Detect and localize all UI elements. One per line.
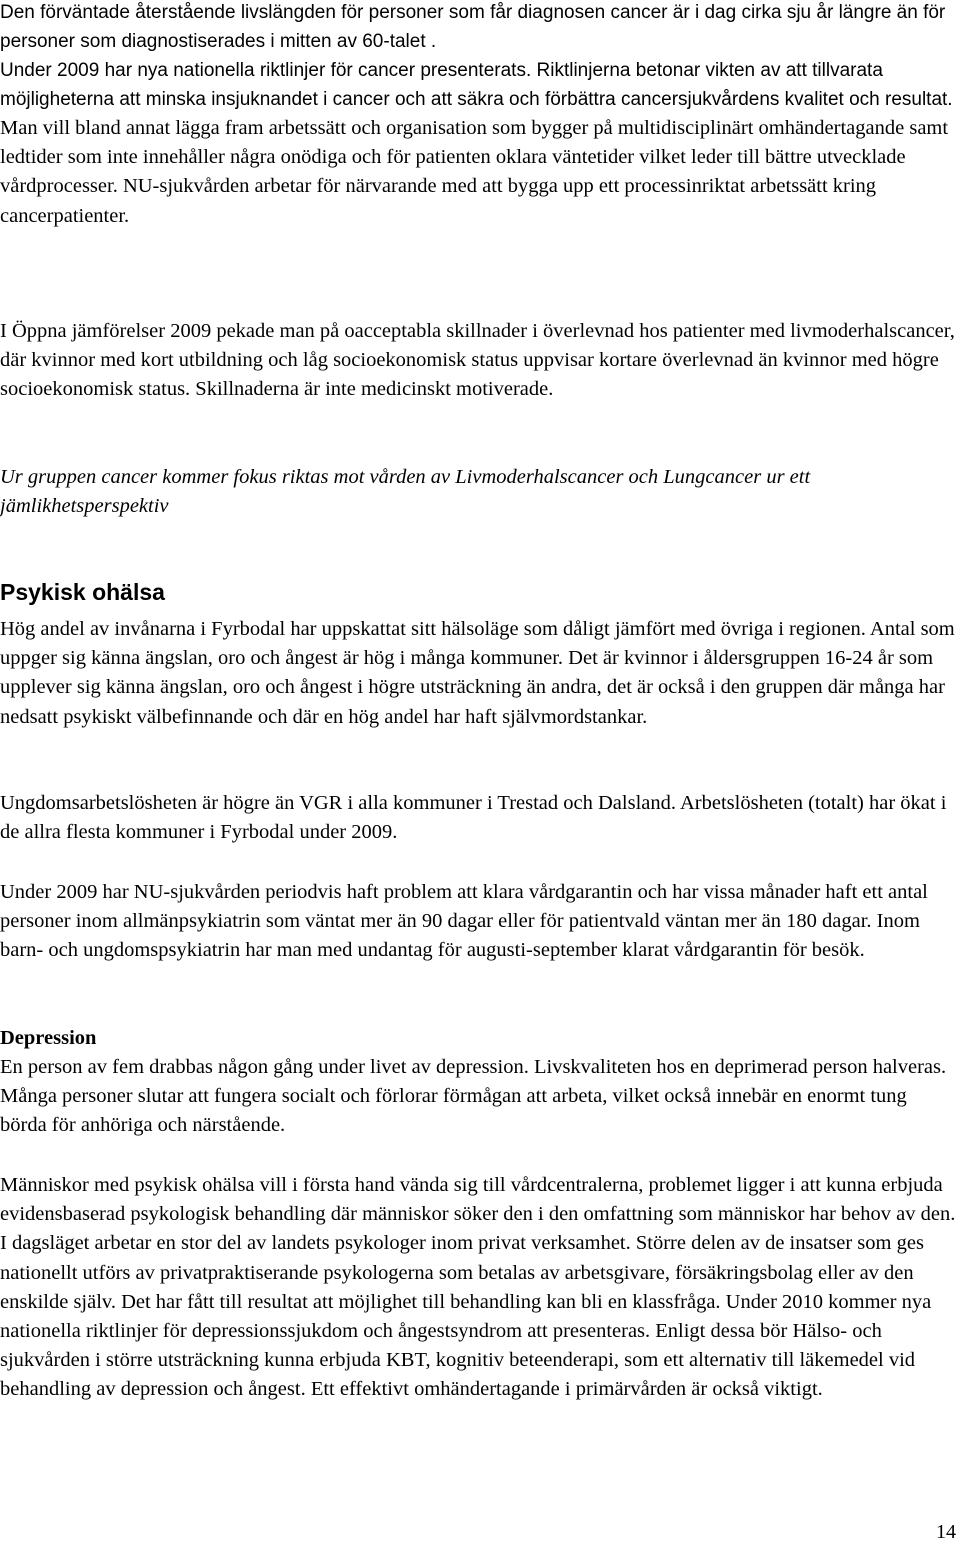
heading-psykisk-ohalsa: Psykisk ohälsa <box>0 579 165 605</box>
paragraph-primary-care: Människor med psykisk ohälsa vill i första hand vända sig till vårdcentralerna, problemet ligger i att kunna erbjuda evidensbaserad psykologisk behandling där människor söker den i den omfattning som människor har behov av den. I dagsläget arbetar en stor del av landets psykologer inom privat verksamhet. Större delen av de insatser som ges nationellt utförs av privatpraktiserande psykologerna som betalas av arbetsgivare, försäkringsbolag eller av den enskilde själv. Det har fått till resultat att möjlighet till behandling kan bli en klassfråga. Under 2010 kommer nya nationella riktlinjer för depressionssjukdom och ångestsyndrom att presenteras. Enligt dessa bör Hälso- och sjukvården i större utsträckning kunna erbjuda KBT, kognitiv beteenderapi, som ett alternativ till läkemedel vid behandling av depression och ångest. Ett effektivt omhändertagande i primärvården är också viktigt. <box>0 1174 956 1401</box>
guidelines-sans-text: Under 2009 har nya nationella riktlinjer för cancer presenterats. Riktlinjerna betonar vikten av att tillvarata möjligheterna att minska insjuknandet i cancer och att säkra och förbättra cancersjukvårdens kvalitet och resultat. <box>0 60 953 110</box>
guidelines-serif-text: Man vill bland annat lägga fram arbetssätt och organisation som bygger på multidisciplinärt omhändertagande samt ledtider som inte innehåller några onödiga och för patienten oklara väntetider vilket leder till bättre utvecklade vårdprocesser. NU-sjukvården arbetar för närvarande med att bygga upp ett processinriktat arbetssätt kring cancerpatienter. <box>0 117 949 227</box>
page-number: 14 <box>936 1521 956 1543</box>
paragraph-cancer-guidelines <box>0 56 958 231</box>
paragraph-unemployment: Ungdomsarbetslösheten är högre än VGR i alla kommuner i Trestad och Dalsland. Arbetslösheten (totalt) har ökat i de allra flesta kommuner i Fyrbodal under 2009. <box>0 792 947 844</box>
heading-depression: Depression <box>0 1027 97 1049</box>
paragraph-mental-health: Hög andel av invånarna i Fyrbodal har uppskattat sitt hälsoläge som dåligt jämfört med övriga i regionen. Antal som uppger sig känna ängslan, oro och ångest är hög i många kommuner. Det är kvinnor i åldersgruppen 16-24 år som upplever sig känna ängslan, oro och ångest i högre utsträckning än andra, det är också i den gruppen där många har nedsatt psykiskt välbefinnande och där en hög andel har haft självmordstankar. <box>0 618 955 728</box>
paragraph-care-guarantee: Under 2009 har NU-sjukvården periodvis haft problem att klara vårdgarantin och har vissa månader haft ett antal personer inom allmänpsykiatrin som väntat mer än 90 dagar eller för patientvald väntan mer än 180 dagar. Inom barn- och ungdomspsykiatrin har man med undantag för augusti-september klarat vårdgarantin för besök. <box>0 881 928 962</box>
paragraph-cancer-life-expectancy: Den förväntade återstående livslängden för personer som får diagnosen cancer är i dag cirka sju år längre än för personer som diagnostiserades i mitten av 60-talet . <box>0 2 946 52</box>
paragraph-focus-statement: Ur gruppen cancer kommer fokus riktas mot vården av Livmoderhalscancer och Lungcancer ur ett jämlikhetsperspektiv <box>0 466 811 518</box>
paragraph-open-comparisons: I Öppna jämförelser 2009 pekade man på oacceptabla skillnader i överlevnad hos patienter med livmoderhalscancer, där kvinnor med kort utbildning och låg socioekonomisk status uppvisar kortare överlevnad än kvinnor med högre socioekonomisk status. Skillnaderna är inte medicinskt motiverade. <box>0 320 955 401</box>
paragraph-depression-intro: En person av fem drabbas någon gång under livet av depression. Livskvaliteten hos en deprimerad person halveras. Många personer slutar att fungera socialt och förlorar förmågan att arbeta, vilket också innebär en enormt tung börda för anhöriga och närstående. <box>0 1056 947 1137</box>
